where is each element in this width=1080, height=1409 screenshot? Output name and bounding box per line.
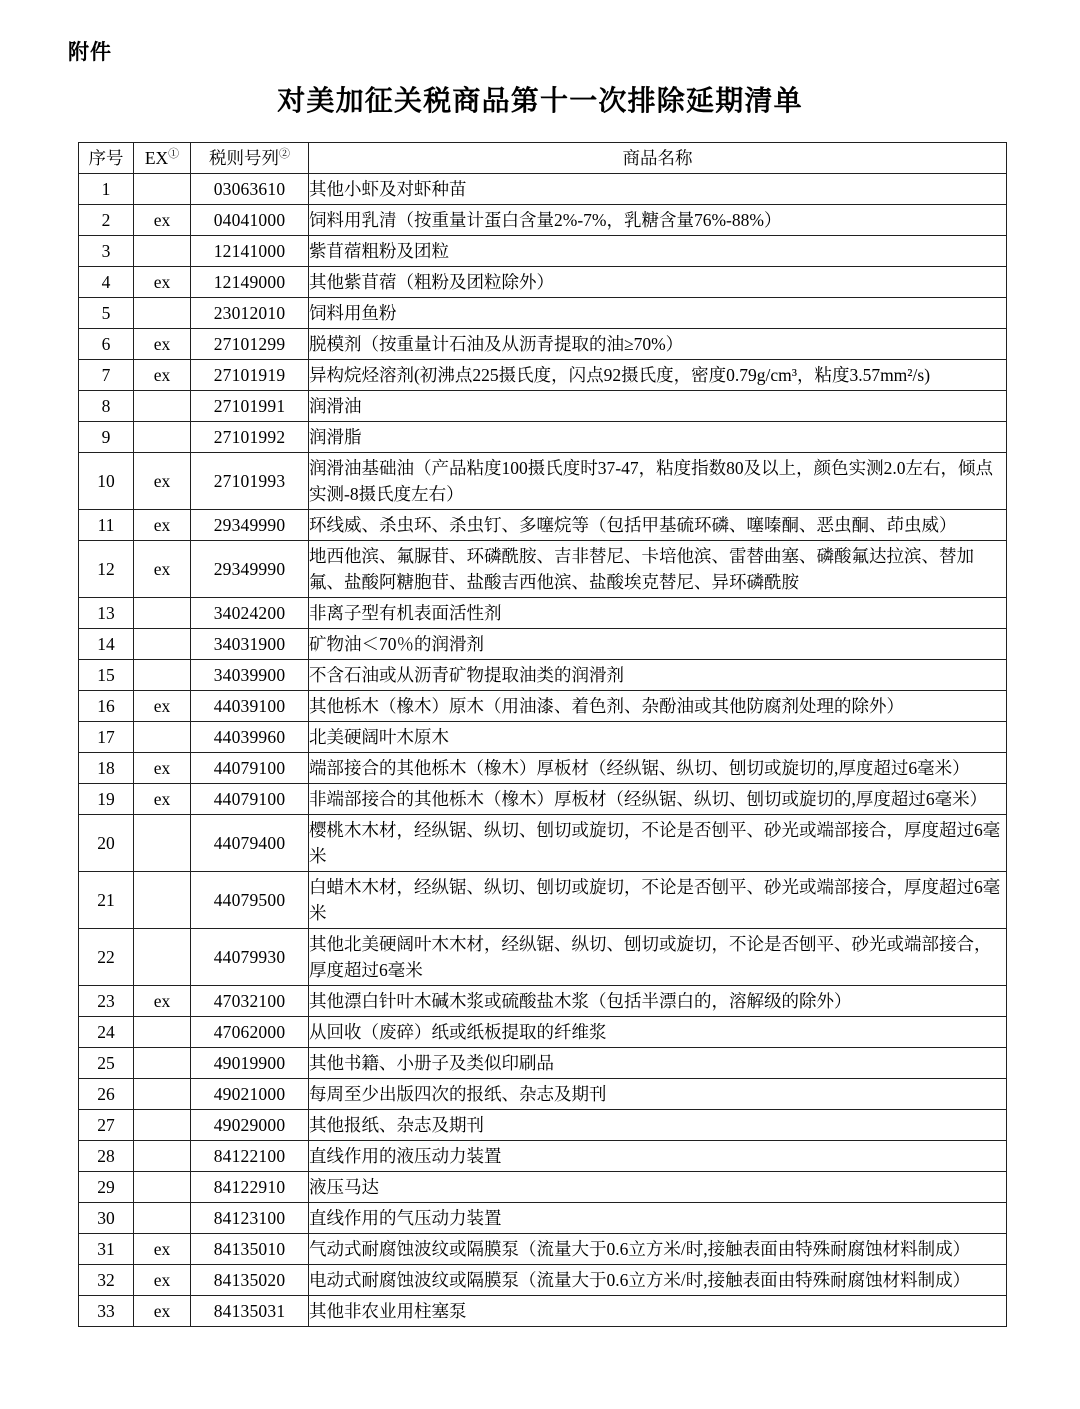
- table-row: [79, 629, 1007, 660]
- table-row: [79, 422, 1007, 453]
- column-header-code-label: 税则号列: [209, 148, 279, 168]
- cell-tariff-code: 44079930: [191, 929, 309, 986]
- table-row: [79, 1172, 1007, 1203]
- cell-product-name: 饲料用乳清（按重量计蛋白含量2%-7%，乳糖含量76%-88%）: [309, 205, 1007, 236]
- cell-product-name: 直线作用的液压动力装置: [309, 1141, 1007, 1172]
- cell-tariff-code: 84122100: [191, 1141, 309, 1172]
- cell-seq: 18: [79, 753, 134, 784]
- cell-seq: 2: [79, 205, 134, 236]
- cell-product-name: 异构烷烃溶剂(初沸点225摄氏度，闪点92摄氏度，密度0.79g/cm³，粘度3.57mm²/s): [309, 360, 1007, 391]
- cell-seq: 3: [79, 236, 134, 267]
- cell-tariff-code: 84135020: [191, 1265, 309, 1296]
- table-row: [79, 236, 1007, 267]
- table-row: [79, 329, 1007, 360]
- cell-seq: 23: [79, 986, 134, 1017]
- cell-seq: 8: [79, 391, 134, 422]
- cell-tariff-code: 29349990: [191, 541, 309, 598]
- cell-tariff-code: 49029000: [191, 1110, 309, 1141]
- table-row: [79, 1110, 1007, 1141]
- cell-tariff-code: 27101991: [191, 391, 309, 422]
- cell-tariff-code: 03063610: [191, 174, 309, 205]
- table-row: [79, 1296, 1007, 1327]
- cell-tariff-code: 34039900: [191, 660, 309, 691]
- cell-ex: ex: [134, 205, 191, 236]
- cell-product-name: 非离子型有机表面活性剂: [309, 598, 1007, 629]
- cell-tariff-code: 34024200: [191, 598, 309, 629]
- cell-product-name: 非端部接合的其他栎木（橡木）厚板材（经纵锯、纵切、刨切或旋切的,厚度超过6毫米）: [309, 784, 1007, 815]
- cell-product-name: 北美硬阔叶木原木: [309, 722, 1007, 753]
- cell-ex: [134, 1172, 191, 1203]
- column-header-ex-footnote: ①: [168, 148, 180, 161]
- table-row: [79, 391, 1007, 422]
- cell-seq: 26: [79, 1079, 134, 1110]
- cell-tariff-code: 47032100: [191, 986, 309, 1017]
- table-row: [79, 872, 1007, 929]
- table-body: [79, 174, 1007, 1327]
- cell-tariff-code: 04041000: [191, 205, 309, 236]
- cell-ex: [134, 815, 191, 872]
- cell-tariff-code: 44079400: [191, 815, 309, 872]
- cell-ex: [134, 660, 191, 691]
- cell-ex: [134, 1048, 191, 1079]
- cell-product-name: 润滑油基础油（产品粘度100摄氏度时37-47，粘度指数80及以上，颜色实测2.0左右，倾点实测-8摄氏度左右）: [309, 453, 1007, 510]
- cell-seq: 21: [79, 872, 134, 929]
- cell-seq: 15: [79, 660, 134, 691]
- cell-product-name: 每周至少出版四次的报纸、杂志及期刊: [309, 1079, 1007, 1110]
- cell-product-name: 其他紫苜蓿（粗粉及团粒除外）: [309, 267, 1007, 298]
- table-row: [79, 691, 1007, 722]
- cell-tariff-code: 29349990: [191, 510, 309, 541]
- cell-product-name: 环线威、杀虫环、杀虫钉、多噻烷等（包括甲基硫环磷、噻嗪酮、恶虫酮、茚虫威）: [309, 510, 1007, 541]
- table-row: [79, 1017, 1007, 1048]
- tariff-table: [78, 142, 1007, 1327]
- cell-product-name: 其他北美硬阔叶木木材，经纵锯、纵切、刨切或旋切，不论是否刨平、砂光或端部接合，厚度超过6毫米: [309, 929, 1007, 986]
- table-row: [79, 1079, 1007, 1110]
- cell-seq: 16: [79, 691, 134, 722]
- cell-tariff-code: 49021000: [191, 1079, 309, 1110]
- cell-seq: 4: [79, 267, 134, 298]
- cell-ex: ex: [134, 1265, 191, 1296]
- cell-product-name: 饲料用鱼粉: [309, 298, 1007, 329]
- cell-tariff-code: 34031900: [191, 629, 309, 660]
- column-header-code-footnote: ②: [279, 148, 290, 161]
- table-row: [79, 360, 1007, 391]
- cell-ex: [134, 629, 191, 660]
- cell-product-name: 脱模剂（按重量计石油及从沥青提取的油≥70%）: [309, 329, 1007, 360]
- cell-product-name: 液压马达: [309, 1172, 1007, 1203]
- table-header: [79, 143, 1007, 174]
- cell-ex: [134, 422, 191, 453]
- page-title: 对美加征关税商品第十一次排除延期清单: [277, 84, 803, 117]
- cell-ex: ex: [134, 753, 191, 784]
- cell-ex: [134, 236, 191, 267]
- cell-tariff-code: 44039100: [191, 691, 309, 722]
- cell-tariff-code: 44079100: [191, 753, 309, 784]
- table-row: [79, 1203, 1007, 1234]
- cell-ex: ex: [134, 267, 191, 298]
- table-row: [79, 722, 1007, 753]
- cell-ex: ex: [134, 986, 191, 1017]
- cell-seq: 31: [79, 1234, 134, 1265]
- cell-seq: 33: [79, 1296, 134, 1327]
- table-row: [79, 453, 1007, 510]
- cell-product-name: 地西他滨、氟脲苷、环磷酰胺、吉非替尼、卡培他滨、雷替曲塞、磷酸氟达拉滨、替加氟、盐酸阿糖胞苷、盐酸吉西他滨、盐酸埃克替尼、异环磷酰胺: [309, 541, 1007, 598]
- cell-ex: [134, 929, 191, 986]
- cell-product-name: 电动式耐腐蚀波纹或隔膜泵（流量大于0.6立方米/时,接触表面由特殊耐腐蚀材料制成）: [309, 1265, 1007, 1296]
- cell-product-name: 矿物油＜70％的润滑剂: [309, 629, 1007, 660]
- cell-seq: 25: [79, 1048, 134, 1079]
- cell-tariff-code: 12141000: [191, 236, 309, 267]
- cell-ex: [134, 391, 191, 422]
- cell-tariff-code: 44079100: [191, 784, 309, 815]
- cell-product-name: 端部接合的其他栎木（橡木）厚板材（经纵锯、纵切、刨切或旋切的,厚度超过6毫米）: [309, 753, 1007, 784]
- cell-product-name: 其他书籍、小册子及类似印刷品: [309, 1048, 1007, 1079]
- cell-seq: 29: [79, 1172, 134, 1203]
- attachment-label: 附件: [68, 40, 112, 64]
- table-row: [79, 1141, 1007, 1172]
- cell-product-name: 其他非农业用柱塞泵: [309, 1296, 1007, 1327]
- cell-tariff-code: 27101299: [191, 329, 309, 360]
- cell-seq: 28: [79, 1141, 134, 1172]
- cell-seq: 17: [79, 722, 134, 753]
- cell-product-name: 润滑油: [309, 391, 1007, 422]
- cell-seq: 10: [79, 453, 134, 510]
- cell-seq: 9: [79, 422, 134, 453]
- table-row: [79, 598, 1007, 629]
- cell-seq: 22: [79, 929, 134, 986]
- cell-seq: 13: [79, 598, 134, 629]
- cell-tariff-code: 44079500: [191, 872, 309, 929]
- table-header-row: [79, 143, 1007, 174]
- cell-tariff-code: 23012010: [191, 298, 309, 329]
- cell-ex: [134, 1017, 191, 1048]
- cell-ex: [134, 1203, 191, 1234]
- table-row: [79, 1234, 1007, 1265]
- cell-product-name: 润滑脂: [309, 422, 1007, 453]
- cell-product-name: 樱桃木木材，经纵锯、纵切、刨切或旋切，不论是否刨平、砂光或端部接合，厚度超过6毫米: [309, 815, 1007, 872]
- table-row: [79, 510, 1007, 541]
- cell-ex: ex: [134, 510, 191, 541]
- table-row: [79, 298, 1007, 329]
- table-row: [79, 660, 1007, 691]
- column-header-name-label: 商品名称: [622, 148, 693, 168]
- cell-seq: 32: [79, 1265, 134, 1296]
- cell-seq: 5: [79, 298, 134, 329]
- cell-ex: ex: [134, 360, 191, 391]
- cell-product-name: 白蜡木木材，经纵锯、纵切、刨切或旋切，不论是否刨平、砂光或端部接合，厚度超过6毫米: [309, 872, 1007, 929]
- cell-ex: [134, 1141, 191, 1172]
- cell-tariff-code: 27101993: [191, 453, 309, 510]
- cell-tariff-code: 44039960: [191, 722, 309, 753]
- cell-product-name: 其他栎木（橡木）原木（用油漆、着色剂、杂酚油或其他防腐剂处理的除外）: [309, 691, 1007, 722]
- cell-seq: 1: [79, 174, 134, 205]
- table-row: [79, 986, 1007, 1017]
- table-row: [79, 784, 1007, 815]
- cell-ex: [134, 598, 191, 629]
- column-header-name: [309, 143, 1007, 174]
- cell-ex: [134, 1079, 191, 1110]
- cell-seq: 19: [79, 784, 134, 815]
- column-header-seq: [79, 143, 134, 174]
- tariff-table-container: [78, 142, 1006, 1327]
- column-header-ex: [134, 143, 191, 174]
- cell-tariff-code: 84122910: [191, 1172, 309, 1203]
- cell-ex: [134, 1110, 191, 1141]
- cell-seq: 6: [79, 329, 134, 360]
- cell-seq: 27: [79, 1110, 134, 1141]
- cell-product-name: 其他报纸、杂志及期刊: [309, 1110, 1007, 1141]
- cell-tariff-code: 84123100: [191, 1203, 309, 1234]
- cell-seq: 20: [79, 815, 134, 872]
- cell-seq: 11: [79, 510, 134, 541]
- cell-seq: 30: [79, 1203, 134, 1234]
- column-header-ex-label: EX: [144, 148, 169, 168]
- cell-seq: 12: [79, 541, 134, 598]
- cell-product-name: 紫苜蓿粗粉及团粒: [309, 236, 1007, 267]
- cell-product-name: 从回收（废碎）纸或纸板提取的纤维浆: [309, 1017, 1007, 1048]
- column-header-code: [191, 143, 309, 174]
- table-row: [79, 267, 1007, 298]
- cell-product-name: 其他漂白针叶木碱木浆或硫酸盐木浆（包括半漂白的，溶解级的除外）: [309, 986, 1007, 1017]
- table-row: [79, 753, 1007, 784]
- cell-tariff-code: 12149000: [191, 267, 309, 298]
- cell-seq: 24: [79, 1017, 134, 1048]
- cell-tariff-code: 84135031: [191, 1296, 309, 1327]
- cell-product-name: 直线作用的气压动力装置: [309, 1203, 1007, 1234]
- cell-ex: ex: [134, 1296, 191, 1327]
- cell-seq: 14: [79, 629, 134, 660]
- table-row: [79, 205, 1007, 236]
- table-row: [79, 541, 1007, 598]
- cell-ex: ex: [134, 784, 191, 815]
- cell-ex: ex: [134, 453, 191, 510]
- cell-seq: 7: [79, 360, 134, 391]
- table-row: [79, 1048, 1007, 1079]
- cell-tariff-code: 47062000: [191, 1017, 309, 1048]
- cell-ex: ex: [134, 691, 191, 722]
- table-row: [79, 174, 1007, 205]
- cell-product-name: 其他小虾及对虾种苗: [309, 174, 1007, 205]
- cell-product-name: 不含石油或从沥青矿物提取油类的润滑剂: [309, 660, 1007, 691]
- cell-ex: ex: [134, 541, 191, 598]
- table-row: [79, 1265, 1007, 1296]
- cell-tariff-code: 27101919: [191, 360, 309, 391]
- cell-ex: [134, 174, 191, 205]
- cell-product-name: 气动式耐腐蚀波纹或隔膜泵（流量大于0.6立方米/时,接触表面由特殊耐腐蚀材料制成）: [309, 1234, 1007, 1265]
- cell-tariff-code: 27101992: [191, 422, 309, 453]
- cell-ex: ex: [134, 329, 191, 360]
- cell-ex: [134, 298, 191, 329]
- table-row: [79, 929, 1007, 986]
- column-header-seq-label: 序号: [88, 148, 124, 168]
- cell-ex: [134, 872, 191, 929]
- cell-ex: [134, 722, 191, 753]
- cell-tariff-code: 49019900: [191, 1048, 309, 1079]
- cell-tariff-code: 84135010: [191, 1234, 309, 1265]
- table-row: [79, 815, 1007, 872]
- cell-ex: ex: [134, 1234, 191, 1265]
